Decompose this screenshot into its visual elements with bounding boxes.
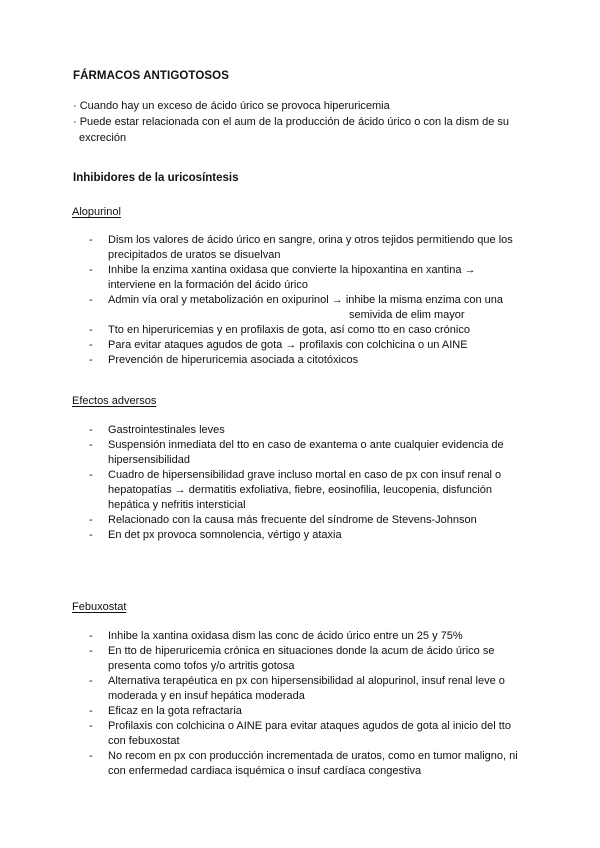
dash: - (89, 439, 93, 451)
list-item-text: hipersensibilidad (108, 454, 190, 466)
dash: - (89, 469, 93, 481)
list-item-text: En det px provoca somnolencia, vértigo y ataxia (108, 529, 342, 541)
intro-bullet-2: · Puede estar relacionada con el aum de la producción de ácido úrico o con la dism de su (73, 116, 509, 128)
dash: - (89, 705, 93, 717)
intro-bullet-1: · Cuando hay un exceso de ácido úrico se provoca hiperuricemia (73, 100, 390, 112)
dash: - (89, 424, 93, 436)
dash: - (89, 339, 93, 351)
dash: - (89, 720, 93, 732)
list-item-text: Inhibe la xantina oxidasa dism las conc de ácido úrico entre un 25 y 75% (108, 630, 463, 642)
dash: - (89, 514, 93, 526)
dash: - (89, 750, 93, 762)
febuxostat-heading: Febuxostat (72, 601, 127, 613)
dash: - (89, 354, 93, 366)
list-item-text: presenta como tofos y/o artritis gotosa (108, 660, 295, 672)
list-item-text: Profilaxis con colchicina o AINE para evitar ataques agudos de gota al inicio del tto (108, 720, 511, 732)
dash: - (89, 645, 93, 657)
list-item-text: Relacionado con la causa más frecuente del síndrome de Stevens-Johnson (108, 514, 477, 526)
list-item-text: No recom en px con producción incrementada de uratos, como en tumor maligno, ni (108, 750, 518, 762)
list-item-text: con febuxostat (108, 735, 180, 747)
dash: - (89, 630, 93, 642)
list-item-text: Tto en hiperuricemias y en profilaxis de gota, así como tto en caso crónico (108, 324, 470, 336)
list-item-text: hepática y nefritis intersticial (108, 499, 246, 511)
dash: - (89, 529, 93, 541)
list-item-text: precipitados de uratos se disuelvan (108, 249, 281, 261)
list-item-text: En tto de hiperuricemia crónica en situaciones donde la acum de ácido úrico se (108, 645, 495, 657)
list-item-text: hepatopatías → dermatitis exfoliativa, fiebre, eosinofilia, leucopenia, disfunción (108, 484, 493, 496)
intro-bullet-2-cont: excreción (79, 132, 127, 144)
list-item-text: Dism los valores de ácido úrico en sangre, orina y otros tejidos permitiendo que los (108, 234, 513, 246)
list-item-text: Prevención de hiperuricemia asociada a citotóxicos (108, 354, 359, 366)
list-item-text: moderada y en insuf hepática moderada (108, 690, 305, 702)
dash: - (89, 675, 93, 687)
efectos-heading: Efectos adversos (72, 395, 157, 407)
list-item-text: Admin vía oral y metabolización en oxipurinol → inhibe la misma enzima con una (108, 294, 503, 306)
list-item-text: Inhibe la enzima xantina oxidasa que convierte la hipoxantina en xantina → (108, 264, 476, 276)
list-item-text: Alternativa terapéutica en px con hipersensibilidad al alopurinol, insuf renal leve o (108, 675, 505, 687)
list-item-text: Para evitar ataques agudos de gota → profilaxis con colchicina o un AINE (108, 339, 468, 351)
dash: - (89, 234, 93, 246)
list-item-text: Suspensión inmediata del tto en caso de exantema o ante cualquier evidencia de (108, 439, 504, 451)
list-item-text: con enfermedad cardiaca isquémica o insuf cardíaca congestiva (108, 765, 422, 777)
dash: - (89, 294, 93, 306)
dash: - (89, 324, 93, 336)
dash: - (89, 264, 93, 276)
list-item-text: Cuadro de hipersensibilidad grave incluso mortal en caso de px con insuf renal o (108, 469, 502, 481)
section-heading: Inhibidores de la uricosíntesis (73, 172, 239, 184)
list-item-text: semivida de elim mayor (349, 309, 465, 321)
alopurinol-heading: Alopurinol (72, 206, 121, 218)
page-title: FÁRMACOS ANTIGOTOSOS (73, 70, 229, 82)
list-item-text: Eficaz en la gota refractaria (108, 705, 242, 717)
list-item-text: interviene en la formación del ácido úrico (108, 279, 308, 291)
list-item-text: Gastrointestinales leves (108, 424, 225, 436)
